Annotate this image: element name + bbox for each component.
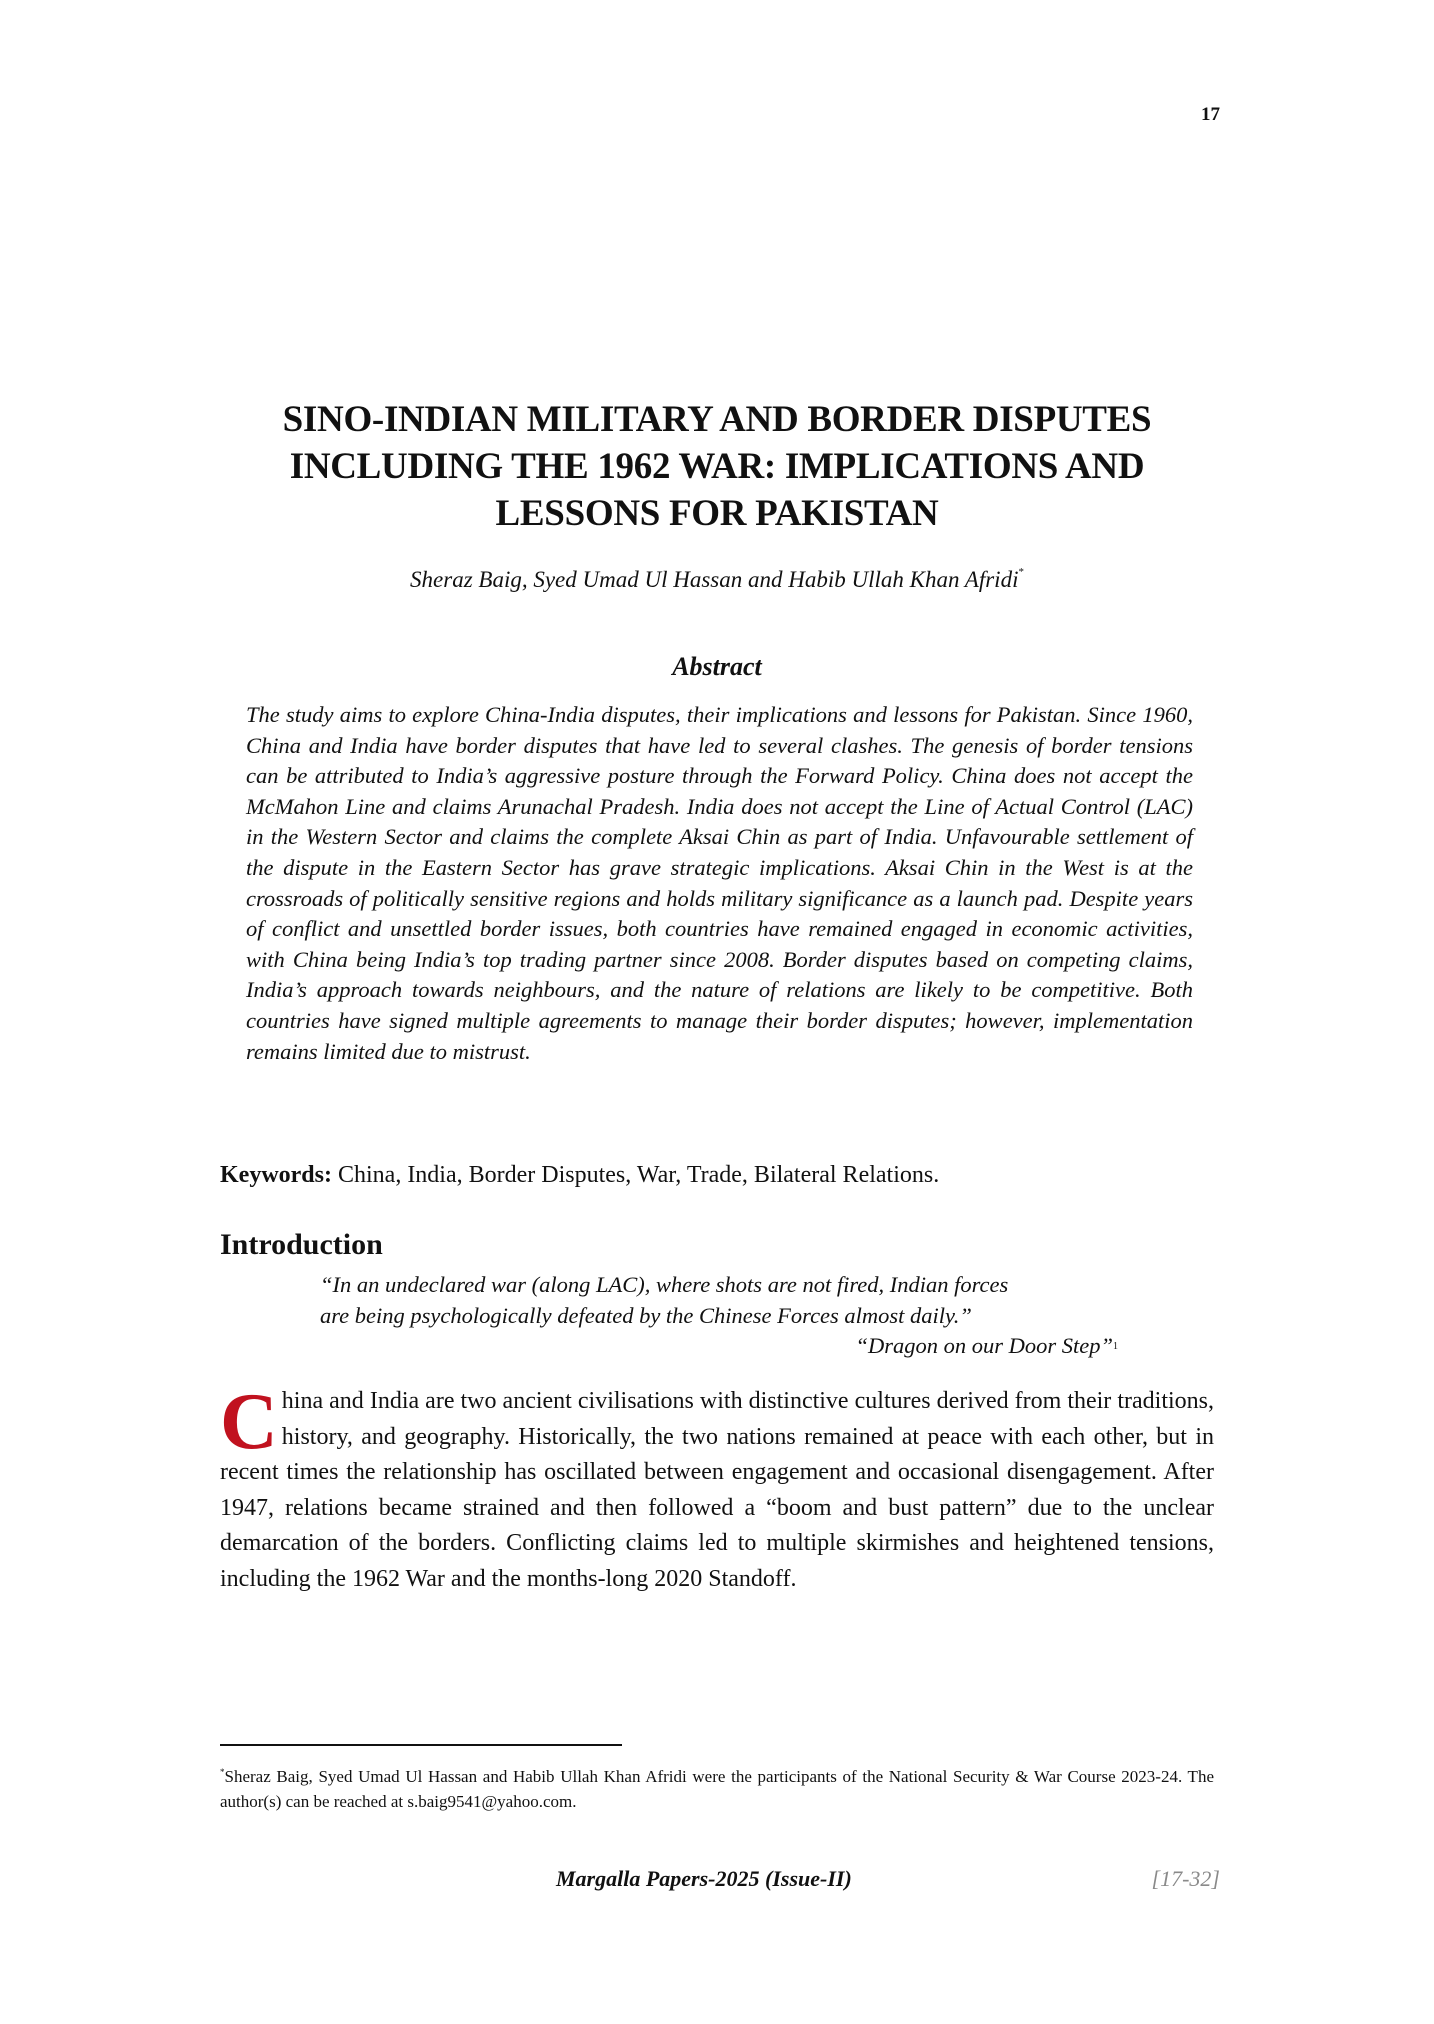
epigraph-line: “In an undeclared war (along LAC), where shots are not fired, Indian forces — [320, 1272, 1009, 1297]
epigraph-quote — [320, 1270, 1128, 1363]
title-line: SINO-INDIAN MILITARY AND BORDER DISPUTES — [282, 399, 1152, 440]
keywords-label: Keywords: — [220, 1162, 332, 1188]
epigraph-source-text: “Dragon on our Door Step” — [855, 1333, 1113, 1358]
epigraph-source — [320, 1331, 1128, 1363]
epigraph-line: are being psychologically defeated by the Chinese Forces almost daily.” — [320, 1302, 972, 1328]
section-heading-introduction: Introduction — [220, 1228, 383, 1261]
title-line: INCLUDING THE 1962 WAR: IMPLICATIONS AND — [289, 446, 1145, 487]
footnote-marker: * — [220, 1767, 225, 1777]
keywords — [220, 1162, 1214, 1189]
author-line — [220, 566, 1214, 593]
keywords-list: China, India, Border Disputes, War, Trade, Bilateral Relations. — [331, 1162, 940, 1188]
footnote-divider — [220, 1744, 622, 1746]
epigraph-footnote-marker[interactable]: 1 — [1113, 1341, 1118, 1352]
author-footnote-marker[interactable]: * — [1018, 566, 1024, 578]
abstract-text: The study aims to explore China-India disputes, their implications and lessons for Pakistan. Since 1960, China and India have border disputes that have led to several clashes. The genesis of border tensions can be attributed to India’s aggressive posture through the Forward Policy. China does not accept the McMahon Line and claims Arunachal Pradesh. India does not accept the Line of Actual Control (LAC) in the Western Sector and claims the complete Aksai Chin as part of India. Unfavourable settlement of the dispute in the Eastern Sector has grave strategic implications. Aksai Chin in the West is at the crossroads of politically sensitive regions and holds military significance as a launch pad. Despite years of conflict and unsettled border issues, both countries have remained engaged in economic activities, with China being India’s top trading partner since 2008. Border disputes based on competing claims, India’s approach towards neighbours, and the nature of relations are likely to be competitive. Both countries have signed multiple agreements to manage their border disputes; however, implementation remains limited due to mistrust. — [246, 702, 1193, 1064]
authors: Sheraz Baig, Syed Umad Ul Hassan and Habib Ullah Khan Afridi — [410, 567, 1019, 592]
title-line: LESSONS FOR PAKISTAN — [495, 493, 939, 534]
drop-cap: C — [220, 1378, 278, 1466]
article-title — [220, 396, 1214, 537]
footer-page-range: [17-32] — [1151, 1866, 1220, 1891]
page-number: 17 — [1201, 104, 1220, 125]
abstract-heading: Abstract — [672, 652, 762, 681]
footnote — [220, 1760, 1214, 1814]
intro-paragraph-text: hina and India are two ancient civilisations with distinctive cultures derived from their traditions, history, and geography. Historically, the two nations remained at peace with each other, but in recent times the relationship has oscillated between engagement and occasional disengagement. After 1947, relations became strained and then followed a “boom and bust pattern” due to the unclear demarcation of the borders. Conflicting claims led to multiple skirmishes and heightened tensions, including the 1962 War and the months-long 2020 Standoff. — [220, 1388, 1214, 1592]
footer-journal-name: Margalla Papers-2025 (Issue-II) — [556, 1866, 852, 1891]
intro-paragraph — [220, 1378, 1214, 1598]
footnote-text: Sheraz Baig, Syed Umad Ul Hassan and Habib Ullah Khan Afridi were the participants of the National Security & War Course 2023-24. The author(s) can be reached at s.baig9541@yahoo.com. — [220, 1767, 1214, 1811]
